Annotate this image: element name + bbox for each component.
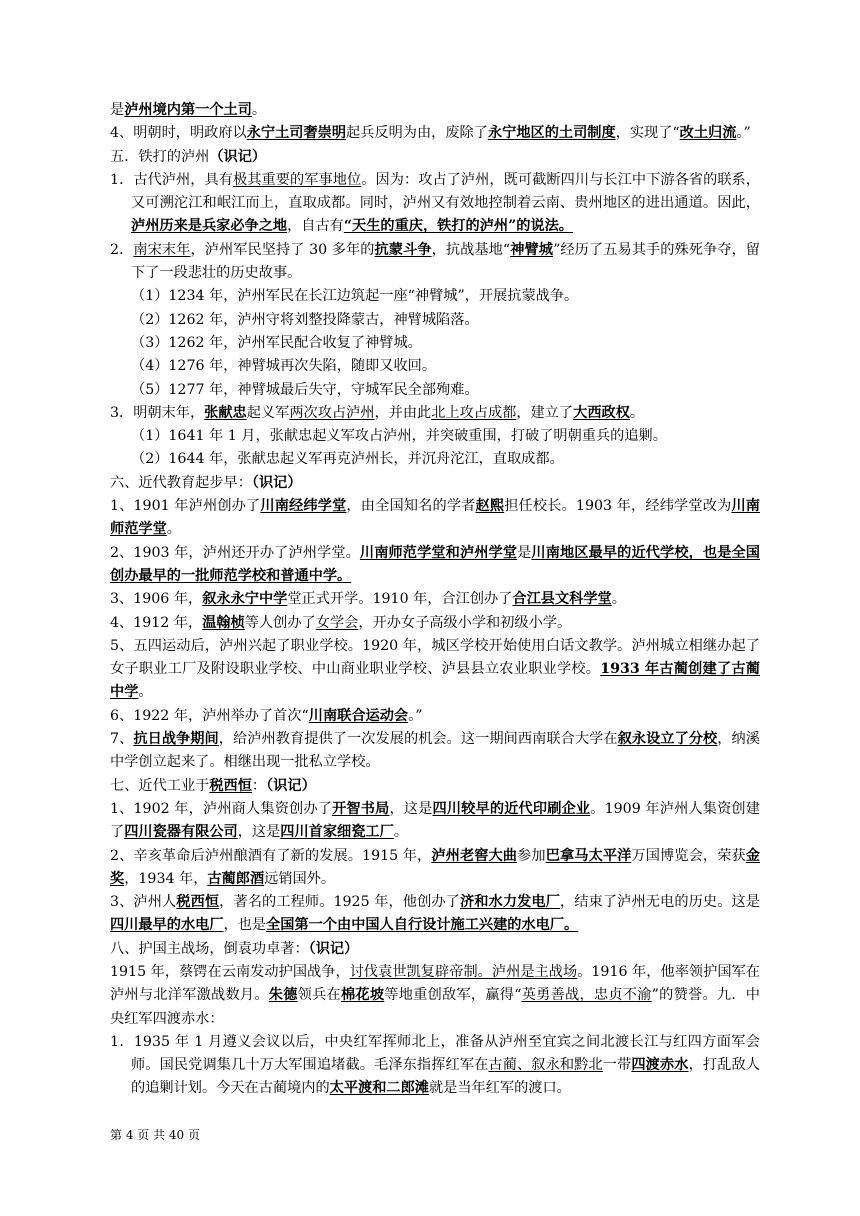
text-run: 八、护国主战场，倒袁功卓著： [110,940,309,957]
emphasized-text: 泸州历来是兵家必争之地 [131,218,288,235]
text-run: 4、明朝时，明政府以 [110,125,247,142]
underlined-text: 讨伐袁世凯复辟帝制。泸州是主战场 [349,963,578,980]
underlined-text: 南宋末年 [133,241,191,258]
paragraph [110,355,760,378]
text-run: （4）1276 年，神臂城再次失陷，随即又收回。 [131,358,437,375]
text-run: 3．明朝末年， [110,404,205,421]
text-run: （2）1262 年，泸州守将刘整投降蒙古，神臂城陷落。 [131,311,479,328]
text-run: 万国博览会，荣获 [631,847,746,864]
text-run: 六、近代教育起步早： [110,474,252,491]
text-run: ，也是 [223,917,267,934]
text-run: （1）1234 年，泸州军民在长江边筑起一座“神臂城”，开展抗蒙战争。 [131,288,579,305]
text-run: 领兵在 [297,987,341,1004]
emphasized-text: 温翰桢 [202,614,245,631]
paragraph [110,542,760,589]
text-run: 。” [408,707,423,724]
text-run: 。 [611,591,626,608]
text-run: ，著名的工程师。1925 年，他创办了 [219,894,460,911]
text-run: （5）1277 年，神臂城最后失守，守城军民全部殉难。 [131,381,479,398]
emphasized-text: 四川瓷器有限公司 [124,824,238,841]
text-run: （2）1644 年，张献忠起义军再克泸州长，并沉舟沱江，直取成都。 [131,451,564,468]
emphasized-text: 四川首家细瓷工厂 [280,824,394,841]
emphasized-text: 泸州老窖大曲 [431,847,518,864]
paragraph [110,425,760,448]
text-run: 。1909 年泸州人集资创建了 [110,800,760,841]
paragraph [110,938,760,961]
emphasized-text: 税西恒 [209,777,252,794]
text-run: （3）1262 年，泸州军民配合收复了神臂城。 [131,334,422,351]
text-run: 2、1903 年，泸州还开办了泸州学堂。 [110,544,360,561]
emphasized-text: 古蔺郎酒 [207,870,265,887]
text-run: 担任校长。1903 年，经纬学堂改为 [504,498,732,515]
text-run: 5、五四运动后，泸州兴起了职业学校。1920 年，城区学校开始使用白话文教学。泸州城立相继办起了女子职业工厂及附设职业学校、中山商业职业学校、泸县县立农业职业学校。 [110,637,760,678]
emphasized-text: 四川较早的近代印刷企业 [432,800,591,817]
text-run: ”的赞誉。九．中央红军四渡赤水： [110,987,760,1027]
paragraph [110,402,760,425]
paragraph [110,1031,760,1101]
paragraph [110,588,760,611]
underlined-text: 两次攻占泸州 [289,404,375,421]
emphasized-text: 神臂城 [510,241,554,258]
text-run: 。 [166,521,181,538]
text-run: ，抗战基地“ [431,241,511,258]
text-run: 参加 [517,847,546,864]
emphasized-text: 四川最早的水电厂 [110,917,224,934]
emphasized-text: 川南师范学堂 [110,498,760,538]
emphasized-text: 永宁地区的土司制度 [487,125,616,142]
paragraph [110,845,760,892]
paragraph [110,122,760,145]
text-run: 1、1901 年泸州创办了 [110,498,261,515]
text-run: 一带 [602,1057,632,1074]
emphasized-text: 大西政权 [573,404,630,421]
text-run: 1915 年，蔡锷在云南发动护国战争， [110,963,350,980]
emphasized-text: 全国第一个由中国人自行设计施工兴建的水电厂。 [266,917,579,934]
paragraph [110,239,760,286]
text-run: ，这是 [389,800,433,817]
emphasized-text: “天生的重庆，铁打的泸州”的说法。 [343,218,573,235]
text-run: 1．1935 年 1 月遵义会议以后，中央红军挥师北上，准备从泸州至宜宾之间北渡长江与红四方面军会师。国民党调集几十万大军围追堵截。毛泽东指挥红军在 [110,1033,760,1074]
emphasized-text: 开智书局 [332,800,390,817]
text-run: ，开办女子高级小学和初级小学。 [358,614,572,631]
text-run: 1．古代泸州，具有 [110,171,234,188]
text-run: ，1934 年， [124,870,208,887]
emphasized-text: 赵熙 [475,498,505,515]
text-run: 等人创办了 [244,614,316,631]
emphasized-text: 川南经纬学堂 [260,498,347,515]
paragraph [110,635,760,705]
text-run: ，建立了 [516,404,574,421]
text-run: 是 [110,102,125,118]
document-body [110,99,760,1101]
paragraph [110,309,760,332]
emphasized-text: 叙永设立了分校 [617,731,718,748]
paragraph [110,472,760,495]
text-run: ，纳溪中学创立起来了。相继出现一批私立学校。 [110,731,760,771]
text-run: 等地重创敌军，赢得“ [384,987,522,1004]
text-run: 6、1922 年，泸州举办了首次“ [110,707,309,724]
text-run: ，实现了“ [615,125,680,142]
page-footer: 第 4 页 共 40 页 [110,1128,200,1142]
text-run: 堂正式开学。1910 年，合江创办了 [287,591,513,608]
text-run: ，结束了泸州无电的历史。这是 [560,894,760,911]
text-run: （1）1641 年 1 月，张献忠起义军攻占泸州，并突破重围，打破了明朝重兵的追剿。 [131,428,667,445]
emphasized-text: 济和水力发电厂 [459,894,561,911]
text-run: 2． [110,241,134,258]
paragraph [110,169,760,239]
text-run: ，自古有 [287,218,344,235]
text-run: 3、泸州人 [110,894,177,911]
emphasized-text: （识记） [209,148,267,165]
emphasized-text: 抗日战争期间 [133,731,219,748]
emphasized-text: （识记） [308,940,359,957]
text-run: ： [251,777,267,794]
text-run: 。 [251,102,267,118]
text-run: ，打乱敌人的追剿计划。今天在古蔺境内的 [131,1057,760,1097]
text-run: 3、1906 年， [110,591,203,608]
paragraph [110,285,760,308]
emphasized-text: 泸州境内第一个土司 [124,102,252,118]
text-run: 就是当年红军的渡口。 [428,1080,571,1097]
emphasized-text: 川南联合运动会 [308,707,409,724]
text-run: 。1916 年，他率领护国军在泸州与北洋军激战数月。 [110,963,760,1004]
text-run: 。” [736,125,751,142]
text-run: 起兵反明为由，废除了 [346,125,488,142]
text-run: 。 [393,824,409,841]
emphasized-text: 改土归流 [679,125,737,142]
paragraph [110,775,760,798]
text-run: 4、1912 年， [110,614,203,631]
emphasized-text: 合江县文科学堂 [512,591,612,608]
text-run: 。因为：攻占了泸州，既可截断四川与长江中下游各省的联系，又可溯沱江和岷江而上，直取成都。同时，泸州又有效地控制着云南、贵州地区的进出通道。因此， [131,171,760,212]
emphasized-text: 1933 年古蔺创建了古蔺中学 [110,661,760,701]
emphasized-text: 张献忠 [204,404,247,421]
emphasized-text: 永宁土司奢崇明 [246,125,347,142]
text-run: 远销国外。 [264,870,336,887]
emphasized-text: 四渡赤水 [631,1057,689,1074]
text-run: ，泸州军民坚持了 30 多年的 [190,241,375,258]
paragraph [110,495,760,542]
emphasized-text: 抗蒙斗争 [374,241,432,258]
paragraph [110,379,760,402]
paragraph [110,448,760,471]
emphasized-text: 巴拿马太平洋 [545,847,632,864]
underlined-text: 极其重要的军事地位 [233,171,362,188]
emphasized-text: （识记） [251,474,302,491]
text-run: 起义军 [246,404,290,421]
paragraph [110,332,760,355]
underlined-text: 古蔺、叙永和黔北 [488,1057,603,1074]
text-run: 1、1902 年，泸州商人集资创办了 [110,800,333,817]
text-run: ，给泸州教育提供了一次发展的机会。这一期间西南联合大学在 [218,731,618,748]
emphasized-text: 太平渡和二郎滩 [329,1080,429,1097]
paragraph [110,705,760,728]
emphasized-text: 川南师范学堂和泸州学堂 [359,544,518,561]
underlined-text: 英勇善战，忠贞不渝 [521,987,652,1004]
emphasized-text: 川南地区最早的近代学校，也是全国创办最早的一批师范学校和普通中学。 [110,544,760,584]
text-run: 2、辛亥革命后泸州酿酒有了新的发展。1915 年， [110,847,432,864]
emphasized-text: 金奖 [110,847,760,887]
emphasized-text: 叙永永宁中学 [202,591,288,608]
text-run: 。 [138,684,153,701]
paragraph [110,961,760,1031]
emphasized-text: （识记） [266,777,316,794]
underlined-text: 女学会 [315,614,359,631]
text-run: 七、近代工业于 [110,777,210,794]
paragraph [110,728,760,775]
emphasized-text: 税西恒 [176,894,220,911]
paragraph [110,612,760,635]
paragraph [110,146,760,169]
text-run: 。 [629,404,645,421]
text-run: ，由全国知名的学者 [346,498,476,515]
paragraph [110,891,760,938]
text-run: 是 [517,544,532,561]
underlined-text: 北上攻占成都 [431,404,517,421]
text-run: 7、 [110,731,134,748]
emphasized-text: 棉花坡 [340,987,385,1004]
paragraph [110,798,760,845]
text-run: ，这是 [237,824,281,841]
emphasized-text: 朱德 [268,987,298,1004]
paragraph [110,99,760,122]
text-run: ”经历了五易其手的殊死争夺，留下了一段悲壮的历史故事。 [131,241,760,282]
text-run: ，并由此 [374,404,432,421]
text-run: 五．铁打的泸州 [110,148,210,165]
